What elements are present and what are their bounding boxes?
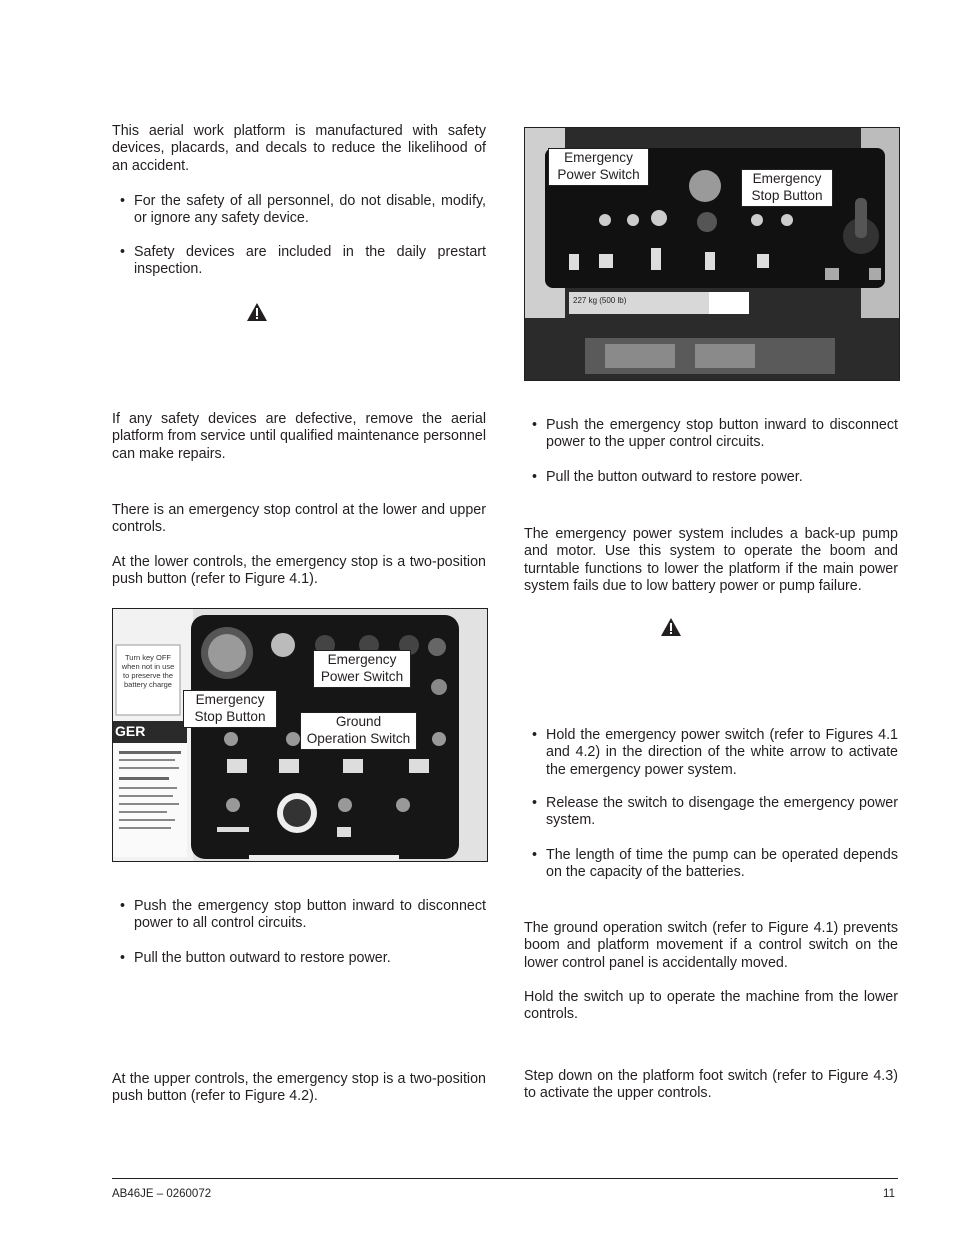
bullet-item: • Pull the button outward to restore power. bbox=[112, 950, 486, 967]
warning-triangle-icon bbox=[660, 617, 682, 637]
ground-hold-paragraph: Hold the switch up to operate the machine from the lower controls. bbox=[524, 989, 898, 1023]
callout-emergency-power-switch: Emergency Power Switch bbox=[313, 650, 411, 688]
intro-paragraph: This aerial work platform is manufactured with safety devices, placards, and decals to reduce the likelihood of an accident. bbox=[112, 123, 486, 174]
ground-operation-paragraph: The ground operation switch (refer to Figure 4.1) prevents boom and platform movement if a control switch on the lower control panel is accidentally moved. bbox=[524, 920, 898, 971]
callout-ground-operation-switch: Ground Operation Switch bbox=[300, 712, 417, 750]
footer-doc-id: AB46JE – 0260072 bbox=[112, 1188, 212, 1200]
lower-estop-paragraph: At the lower controls, the emergency stop is a two-position push button (refer to Figure 4.1). bbox=[112, 554, 486, 588]
capacity-plate-text: 227 kg (500 lb) bbox=[573, 296, 627, 305]
emergency-power-paragraph: The emergency power system includes a back-up pump and motor. Use this system to operate the boom and turntable functions to lower the platform if the main power system fails due to low battery power or pump failure. bbox=[524, 526, 898, 594]
bullet-item: • Release the switch to disengage the emergency power system. bbox=[524, 795, 898, 830]
callout-emergency-power-switch: Emergency Power Switch bbox=[548, 148, 649, 186]
footer-rule bbox=[112, 1178, 898, 1179]
bullet-item: • The length of time the pump can be operated depends on the capacity of the batteries. bbox=[524, 847, 898, 882]
upper-estop-paragraph: At the upper controls, the emergency stop is a two-position push button (refer to Figure 4.2). bbox=[112, 1071, 486, 1105]
estop-intro-paragraph: There is an emergency stop control at the lower and upper controls. bbox=[112, 502, 486, 536]
bullet-item: • Safety devices are included in the daily prestart inspection. bbox=[112, 244, 486, 279]
bullet-item: • Push the emergency stop button inward to disconnect power to all control circuits. bbox=[112, 898, 486, 933]
bullet-item: • Hold the emergency power switch (refer to Figures 4.1 and 4.2) in the direction of the white arrow to activate the emergency power system. bbox=[524, 727, 898, 779]
bullet-item: • Push the emergency stop button inward to disconnect power to the upper control circuits. bbox=[524, 417, 898, 452]
bullet-item: • For the safety of all personnel, do not disable, modify, or ignore any safety device. bbox=[112, 193, 486, 228]
placard-text: Turn key OFF when not in use to preserve the battery charge bbox=[121, 653, 175, 689]
callout-emergency-stop-button: Emergency Stop Button bbox=[183, 690, 277, 728]
foot-switch-paragraph: Step down on the platform foot switch (refer to Figure 4.3) to activate the upper controls. bbox=[524, 1068, 898, 1102]
page-number: 11 bbox=[883, 1188, 895, 1200]
bullet-item: • Pull the button outward to restore power. bbox=[524, 469, 898, 486]
callout-emergency-stop-button: Emergency Stop Button bbox=[741, 169, 833, 207]
warning-triangle-icon bbox=[246, 302, 268, 322]
danger-label: GER bbox=[115, 723, 146, 739]
defective-paragraph: If any safety devices are defective, remove the aerial platform from service until qualified maintenance personnel can make repairs. bbox=[112, 411, 486, 462]
